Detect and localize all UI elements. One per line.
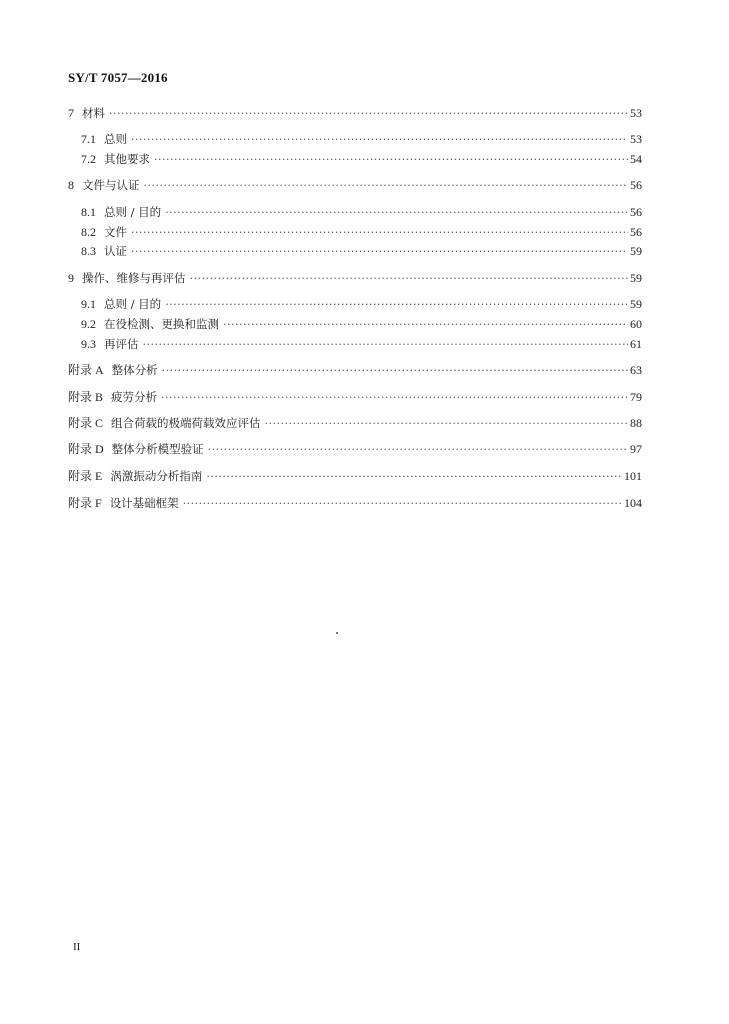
toc-entry-9[interactable] — [68, 270, 642, 286]
toc-entry-9-1[interactable] — [81, 296, 642, 312]
toc-entry-title: 认证 — [104, 244, 127, 258]
toc-entry-page: 63 — [630, 363, 642, 377]
toc-entry-title: 组合荷载的极端荷载效应评估 — [111, 416, 261, 430]
toc-entry-appendix-d[interactable] — [68, 441, 642, 457]
toc-entry-8-3[interactable] — [81, 243, 642, 259]
toc-entry-7-2[interactable] — [81, 151, 642, 167]
toc-dot-leader — [154, 152, 628, 168]
toc-entry-7[interactable] — [68, 105, 642, 121]
toc-entry-page: 61 — [630, 337, 642, 351]
toc-entry-title: 其他要求 — [104, 152, 150, 166]
toc-entry-page: 79 — [630, 390, 642, 404]
toc-entry-number: 9.2 — [81, 317, 96, 331]
toc-dot-leader — [161, 390, 628, 406]
toc-entry-title: 总则 / 目的 — [104, 205, 162, 219]
toc-entry-number: 9.3 — [81, 337, 96, 351]
toc-entry-page: 59 — [630, 271, 642, 285]
toc-entry-appendix-a[interactable] — [68, 362, 642, 378]
toc-entry-page: 56 — [630, 205, 642, 219]
toc-entry-appendix-f[interactable] — [68, 495, 642, 511]
toc-entry-page: 88 — [630, 416, 642, 430]
toc-entry-number: 9 — [68, 271, 74, 285]
toc-entry-page: 59 — [630, 297, 642, 311]
toc-entry-title: 疲劳分析 — [111, 390, 158, 404]
toc-dot-leader — [131, 225, 628, 241]
toc-entry-number: 附录 A — [68, 363, 104, 377]
toc-entry-number: 附录 E — [68, 469, 103, 483]
toc-entry-page: 60 — [630, 317, 642, 331]
toc-dot-leader — [208, 442, 628, 458]
toc-dot-leader — [165, 205, 628, 221]
toc-entry-appendix-c[interactable] — [68, 415, 642, 431]
toc-entry-number: 8.3 — [81, 244, 96, 258]
toc-entry-number: 附录 C — [68, 416, 104, 430]
toc-entry-7-1[interactable] — [81, 131, 642, 147]
toc-entry-page: 53 — [630, 132, 642, 146]
toc-dot-leader — [144, 178, 629, 194]
toc-dot-leader — [131, 244, 628, 260]
toc-entry-title: 操作、维修与再评估 — [82, 271, 186, 285]
toc-entry-number: 9.1 — [81, 297, 96, 311]
toc-entry-page: 56 — [630, 225, 642, 239]
toc-entry-title: 设计基础框架 — [109, 496, 179, 510]
toc-entry-8[interactable] — [68, 177, 642, 193]
page-number: II — [73, 941, 81, 953]
toc-dot-leader — [190, 271, 629, 287]
standard-code-header: SY/T 7057—2016 — [68, 70, 168, 85]
toc-entry-page: 59 — [630, 244, 642, 258]
toc-entry-number: 7.1 — [81, 132, 96, 146]
toc-dot-leader — [183, 496, 622, 512]
toc-entry-title: 再评估 — [104, 337, 139, 351]
toc-dot-leader — [223, 317, 628, 333]
toc-entry-number: 8.1 — [81, 205, 96, 219]
toc-entry-title: 整体分析 — [111, 363, 158, 377]
toc-entry-title: 材料 — [82, 106, 105, 120]
toc-dot-leader — [165, 297, 628, 313]
toc-entry-title: 在役检测、更换和监测 — [104, 317, 219, 331]
toc-entry-8-1[interactable] — [81, 204, 642, 220]
toc-dot-leader — [265, 416, 628, 432]
toc-entry-number: 7.2 — [81, 152, 96, 166]
toc-entry-number: 附录 F — [68, 496, 102, 510]
toc-entry-number: 8 — [68, 178, 74, 192]
toc-entry-number: 7 — [68, 106, 74, 120]
toc-entry-number: 附录 D — [68, 442, 104, 456]
toc-entry-page: 101 — [624, 469, 642, 483]
toc-entry-page: 97 — [630, 442, 642, 456]
toc-entry-title: 涡激振动分析指南 — [110, 469, 203, 483]
toc-entry-9-3[interactable] — [81, 336, 642, 352]
toc-entry-title: 文件与认证 — [82, 178, 140, 192]
toc-entry-page: 53 — [630, 106, 642, 120]
toc-dot-leader — [109, 106, 628, 122]
toc-entry-number: 8.2 — [81, 225, 96, 239]
toc-entry-title: 总则 / 目的 — [104, 297, 162, 311]
toc-dot-leader — [143, 337, 629, 353]
toc-entry-appendix-e[interactable] — [68, 468, 642, 484]
toc-dot-leader — [131, 132, 628, 148]
toc-dot-leader — [206, 469, 622, 485]
toc-entry-appendix-b[interactable] — [68, 389, 642, 405]
toc-dot-leader — [162, 363, 628, 379]
toc-entry-page: 104 — [624, 496, 642, 510]
toc-entry-title: 整体分析模型验证 — [111, 442, 204, 456]
toc-entry-9-2[interactable] — [81, 316, 642, 332]
toc-entry-number: 附录 B — [68, 390, 104, 404]
toc-entry-page: 56 — [630, 178, 642, 192]
toc-entry-title: 总则 — [104, 132, 127, 146]
toc-entry-8-2[interactable] — [81, 224, 642, 240]
toc-entry-title: 文件 — [104, 225, 127, 239]
toc-entry-page: 54 — [630, 152, 642, 166]
scan-speck — [336, 632, 338, 634]
